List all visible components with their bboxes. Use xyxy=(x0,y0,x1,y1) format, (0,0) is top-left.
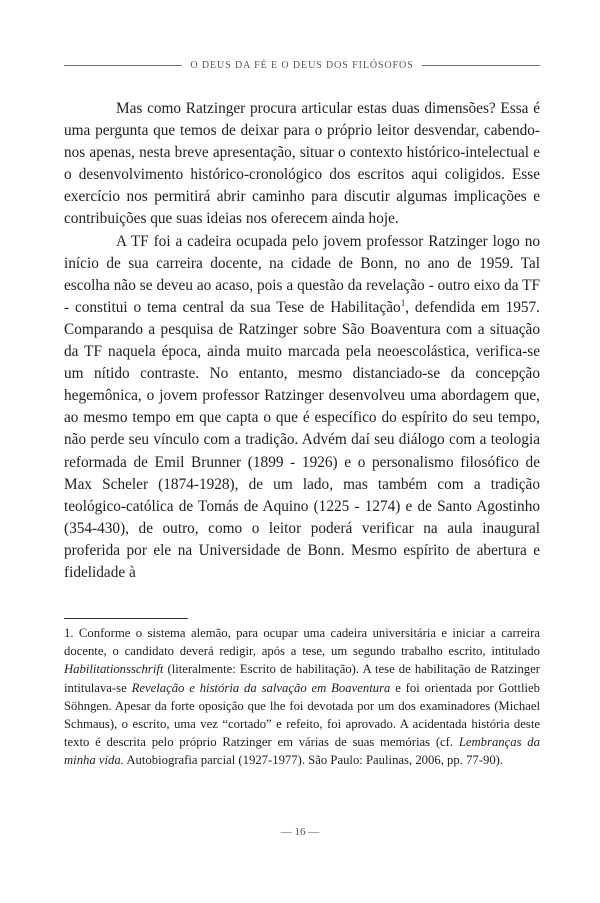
footnote-italic-3: Lembranças da minha vida. xyxy=(64,735,540,768)
footnote-part-2: (literalmente: Escrito de habilitação). A tese de habilitação de Ratzinger intitulava-se xyxy=(64,662,540,695)
paragraph-2 xyxy=(64,231,540,585)
running-head-right-rule xyxy=(422,65,540,66)
footnote-rule xyxy=(64,618,188,619)
running-head xyxy=(64,60,540,71)
footnote-text xyxy=(64,624,540,770)
running-head-left-rule xyxy=(64,65,182,66)
running-head-title: O DEUS DA FÉ E O DEUS DOS FILÓSOFOS xyxy=(190,60,414,71)
footnote-italic-1: Habilitationsschrift xyxy=(64,662,164,677)
footnote xyxy=(64,624,540,770)
paragraph-1: Mas como Ratzinger procura articular estas duas dimensões? Essa é uma pergunta que temos de deixar para o próprio leitor desvendar, cabendo-nos apenas, nesta breve apresentação, situar o contexto histórico-intelectual e o desenvolvimento histórico-cronológico dos escritos aqui coligidos. Esse exercício nos permitirá abrir caminho para discutir algumas implicações e contribuições que suas ideias nos oferecem ainda hoje. xyxy=(64,100,540,228)
paragraph-2-text-b: , defendida em 1957. Comparando a pesquisa de Ratzinger sobre São Boaventura com a situação da TF naquela época, ainda muito marcada pela neoescolástica, verifica-se um nítido contraste. No entanto, mesmo distanciado-se da concepção hegemônica, o jovem professor Ratzinger desenvolveu uma abordagem que, ao mesmo tempo em que capta o que é específico do espírito do seu tempo, não perde seu vínculo com a tradição. Advém daí seu diálogo com a teologia reformada de Emil Brunner (1899 - 1926) e o personalismo filosófico de Max Scheler (1874-1928), de um lado, mas também com a tradição teológico-católica de Tomás de Aquino (1225 - 1274) e de Santo Agostinho (354-430), de outro, como o leitor poderá verificar na aula inaugural proferida por ele na Universidade de Bonn. Mesmo espírito de abertura e fidelidade à xyxy=(64,298,540,581)
body-text xyxy=(64,98,540,584)
footnote-part-4: Autobiografia parcial (1927-1977). São Paulo: Paulinas, 2006, pp. 77-90). xyxy=(123,753,504,768)
footnote-part-1: 1. Conforme o sistema alemão, para ocupar uma cadeira universitária e iniciar a carreira docente, o candidato deverá redigir, após a tese, um segundo trabalho escrito, intitulado xyxy=(64,626,540,659)
paragraph-2-text-a: A TF foi a cadeira ocupada pelo jovem professor Ratzinger logo no início de sua carreira docente, na cidade de Bonn, no ano de 1959. Tal escolha não se deveu ao acaso, pois a questão da revelação - outro eixo da TF - constitui o tema central da sua Tese de Habilitação xyxy=(64,232,540,316)
footnote-part-3: e foi orientada por Gottlieb Söhngen. Apesar da forte oposição que lhe foi devotada por um dos examinadores (Michael Schmaus), o escrito, uma vez “cortado” e refeito, foi aprovado. A acidentada história deste texto é descrita pelo próprio Ratzinger em várias de suas memórias (cf. xyxy=(64,680,540,750)
footnote-reference: 1 xyxy=(400,297,406,308)
page-number: — 16 — xyxy=(280,826,320,838)
footnote-italic-2: Revelação e história da salvação em Boaventura xyxy=(131,680,391,695)
